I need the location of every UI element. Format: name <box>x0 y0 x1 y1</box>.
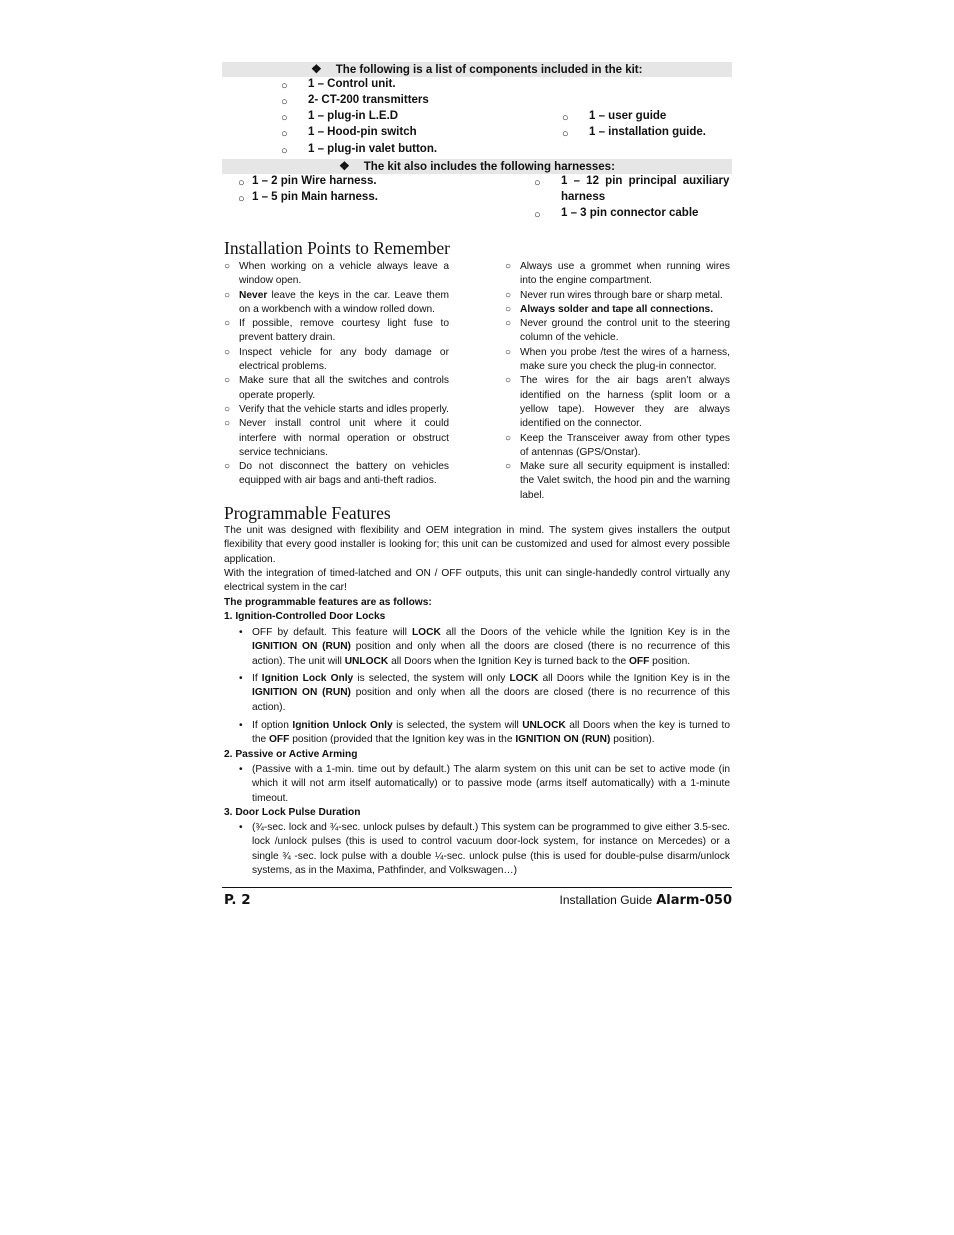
features-list-intro: The programmable features are as follows: <box>224 597 432 608</box>
list-item: ○ Make sure that all the switches and controls operate properly. <box>224 375 449 401</box>
circle-bullet-icon: ○ <box>224 289 231 301</box>
circle-bullet-icon: ○ <box>534 177 541 189</box>
harness-item-cont: harness <box>561 191 606 203</box>
list-item: ○ Keep the Transceiver away from other types of antennas (GPS/Onstar). <box>505 432 730 458</box>
feature-heading: 3. Door Lock Pulse Duration <box>224 807 361 818</box>
circle-bullet-icon: ○ <box>238 177 245 189</box>
feature-bullet: • OFF by default. This feature will LOCK all the Doors of the vehicle while the Ignition Key is in the IGNITION ON (RUN) position and only when all the doors are closed (there is no recurrence of this action). The unit will UNLOCK all Doors when the Ignition Key is turned back to the OFF position. <box>239 627 730 667</box>
bullet-dot-icon: • <box>239 627 243 638</box>
bullet-dot-icon: • <box>239 764 243 775</box>
feature-bullet: • If option Ignition Unlock Only is selected, the system will UNLOCK all Doors when the key is turned to the OFF position (provided that the Ignition key was in the IGNITION ON (RUN) position). <box>239 720 730 746</box>
circle-bullet-icon: ○ <box>281 96 288 108</box>
kit-item: 1 – Control unit. <box>308 78 396 90</box>
circle-bullet-icon: ○ <box>562 112 569 124</box>
circle-bullet-icon: ○ <box>224 403 231 415</box>
feature-bullet: • If Ignition Lock Only is selected, the system will only LOCK all Doors while the Ignition Key is in the IGNITION ON (RUN) position and only when all the doors are closed (there is no recurrence of this action). <box>239 673 730 713</box>
list-item: ○ If possible, remove courtesy light fuse to prevent battery drain. <box>224 318 449 344</box>
circle-bullet-icon: ○ <box>224 318 231 330</box>
circle-bullet-icon: ○ <box>505 375 512 387</box>
feature-bullet: • (Passive with a 1-min. time out by default.) The alarm system on this unit can be set to active mode (in which it will not arm itself automatically) or to passive mode (arms itself automatically) with a 1-minute timeout. <box>239 764 730 804</box>
list-item: ○ Never ground the control unit to the steering column of the vehicle. <box>505 318 730 344</box>
harness-header: ❖ The kit also includes the following harnesses: <box>339 159 615 173</box>
feature-bullet: • (¾-sec. lock and ¾-sec. unlock pulses by default.) This system can be programmed to give either 3.5-sec. lock /unlock pulses (this is used to control vacuum door-lock system, for instance on Mercedes) or a single ¾ -sec. lock pulse with a double ¼-sec. unlock pulse (this is used for double-pulse disarm/unlock systems, as in the Maxima, Pathfinder, and Volkswagen…) <box>239 822 730 876</box>
kit-item: 2- CT-200 transmitters <box>308 94 429 106</box>
diamond-bullet-icon: ❖ <box>339 159 350 173</box>
kit-item: 1 – plug-in valet button. <box>308 143 438 155</box>
circle-bullet-icon: ○ <box>505 318 512 330</box>
kit-item: 1 – Hood-pin switch <box>308 126 417 138</box>
features-title: Programmable Features <box>224 503 391 523</box>
list-item: ○ Do not disconnect the battery on vehicles equipped with air bags and anti-theft radios. <box>224 461 449 487</box>
kit-item: 1 – installation guide. <box>589 126 706 138</box>
harness-item: 1 – 5 pin Main harness. <box>252 191 378 203</box>
circle-bullet-icon: ○ <box>505 461 512 473</box>
list-item: ○ The wires for the air bags aren’t always identified on the harness (split loom or a yellow tape). However they are always identified on the connector. <box>505 375 730 430</box>
list-item: ○ Verify that the vehicle starts and idles properly. <box>223 403 449 417</box>
list-item: ○ Never install control unit where it could interfere with normal operation or obstruct service technicians. <box>224 418 449 458</box>
harness-item: 1 – 3 pin connector cable <box>561 207 699 219</box>
features-intro-2: With the integration of timed-latched and ON / OFF outputs, this unit can single-handedly control virtually any electrical system in the car! <box>224 568 730 594</box>
list-item: ○ Always use a grommet when running wires into the engine compartment. <box>505 261 730 287</box>
feature-heading: 1. Ignition-Controlled Door Locks <box>224 611 386 622</box>
circle-bullet-icon: ○ <box>281 80 288 92</box>
footer-title: Installation Guide Alarm-050 <box>559 893 732 908</box>
kit-header: ❖ The following is a list of components included in the kit: <box>311 62 643 76</box>
install-right-list <box>504 260 730 503</box>
circle-bullet-icon: ○ <box>281 145 288 157</box>
list-item: ○ Inspect vehicle for any body damage or electrical problems. <box>224 346 449 373</box>
kit-item: 1 – user guide <box>589 110 667 122</box>
circle-bullet-icon: ○ <box>281 128 288 140</box>
list-item: ○ When working on a vehicle always leave a window open. <box>224 261 449 287</box>
circle-bullet-icon: ○ <box>505 261 512 272</box>
circle-bullet-icon: ○ <box>224 346 231 358</box>
features-intro-1: The unit was designed with flexibility and OEM integration in mind. The system gives installers the output flexibility that every good installer is looking for; this unit can be customized and used for almost every possible application. <box>224 525 730 565</box>
list-item: ○ Never run wires through bare or sharp metal. <box>504 289 730 303</box>
list-item: ○ Never leave the keys in the car. Leave them on a workbench with a window rolled down. <box>224 289 449 315</box>
bullet-dot-icon: • <box>239 720 243 731</box>
page-number: P. 2 <box>224 892 251 908</box>
install-title: Installation Points to Remember <box>224 238 451 258</box>
kit-item: 1 – plug-in L.E.D <box>308 110 399 122</box>
circle-bullet-icon: ○ <box>505 432 512 444</box>
diamond-bullet-icon: ❖ <box>311 62 322 76</box>
circle-bullet-icon: ○ <box>224 418 231 430</box>
circle-bullet-icon: ○ <box>534 209 541 221</box>
circle-bullet-icon: ○ <box>505 346 512 358</box>
bullet-dot-icon: • <box>239 673 243 684</box>
harness-item: 1 – 12 pin principal auxiliary <box>561 175 730 187</box>
circle-bullet-icon: ○ <box>224 261 231 272</box>
bullet-dot-icon: • <box>239 822 243 833</box>
list-item: ○ Make sure all security equipment is installed: the Valet switch, the hood pin and the warning label. <box>505 461 730 501</box>
circle-bullet-icon: ○ <box>224 375 231 387</box>
circle-bullet-icon: ○ <box>505 303 512 315</box>
install-left-list <box>223 260 449 489</box>
feature-heading: 2. Passive or Active Arming <box>224 749 358 760</box>
footer-divider <box>222 887 732 888</box>
circle-bullet-icon: ○ <box>224 461 231 473</box>
list-item: ○ Always solder and tape all connections. <box>504 303 730 317</box>
harness-item: 1 – 2 pin Wire harness. <box>252 175 377 187</box>
circle-bullet-icon: ○ <box>562 128 569 140</box>
circle-bullet-icon: ○ <box>281 112 288 124</box>
circle-bullet-icon: ○ <box>238 193 245 205</box>
list-item: ○ When you probe /test the wires of a harness, make sure you check the plug-in connector. <box>505 346 730 373</box>
circle-bullet-icon: ○ <box>505 289 512 301</box>
